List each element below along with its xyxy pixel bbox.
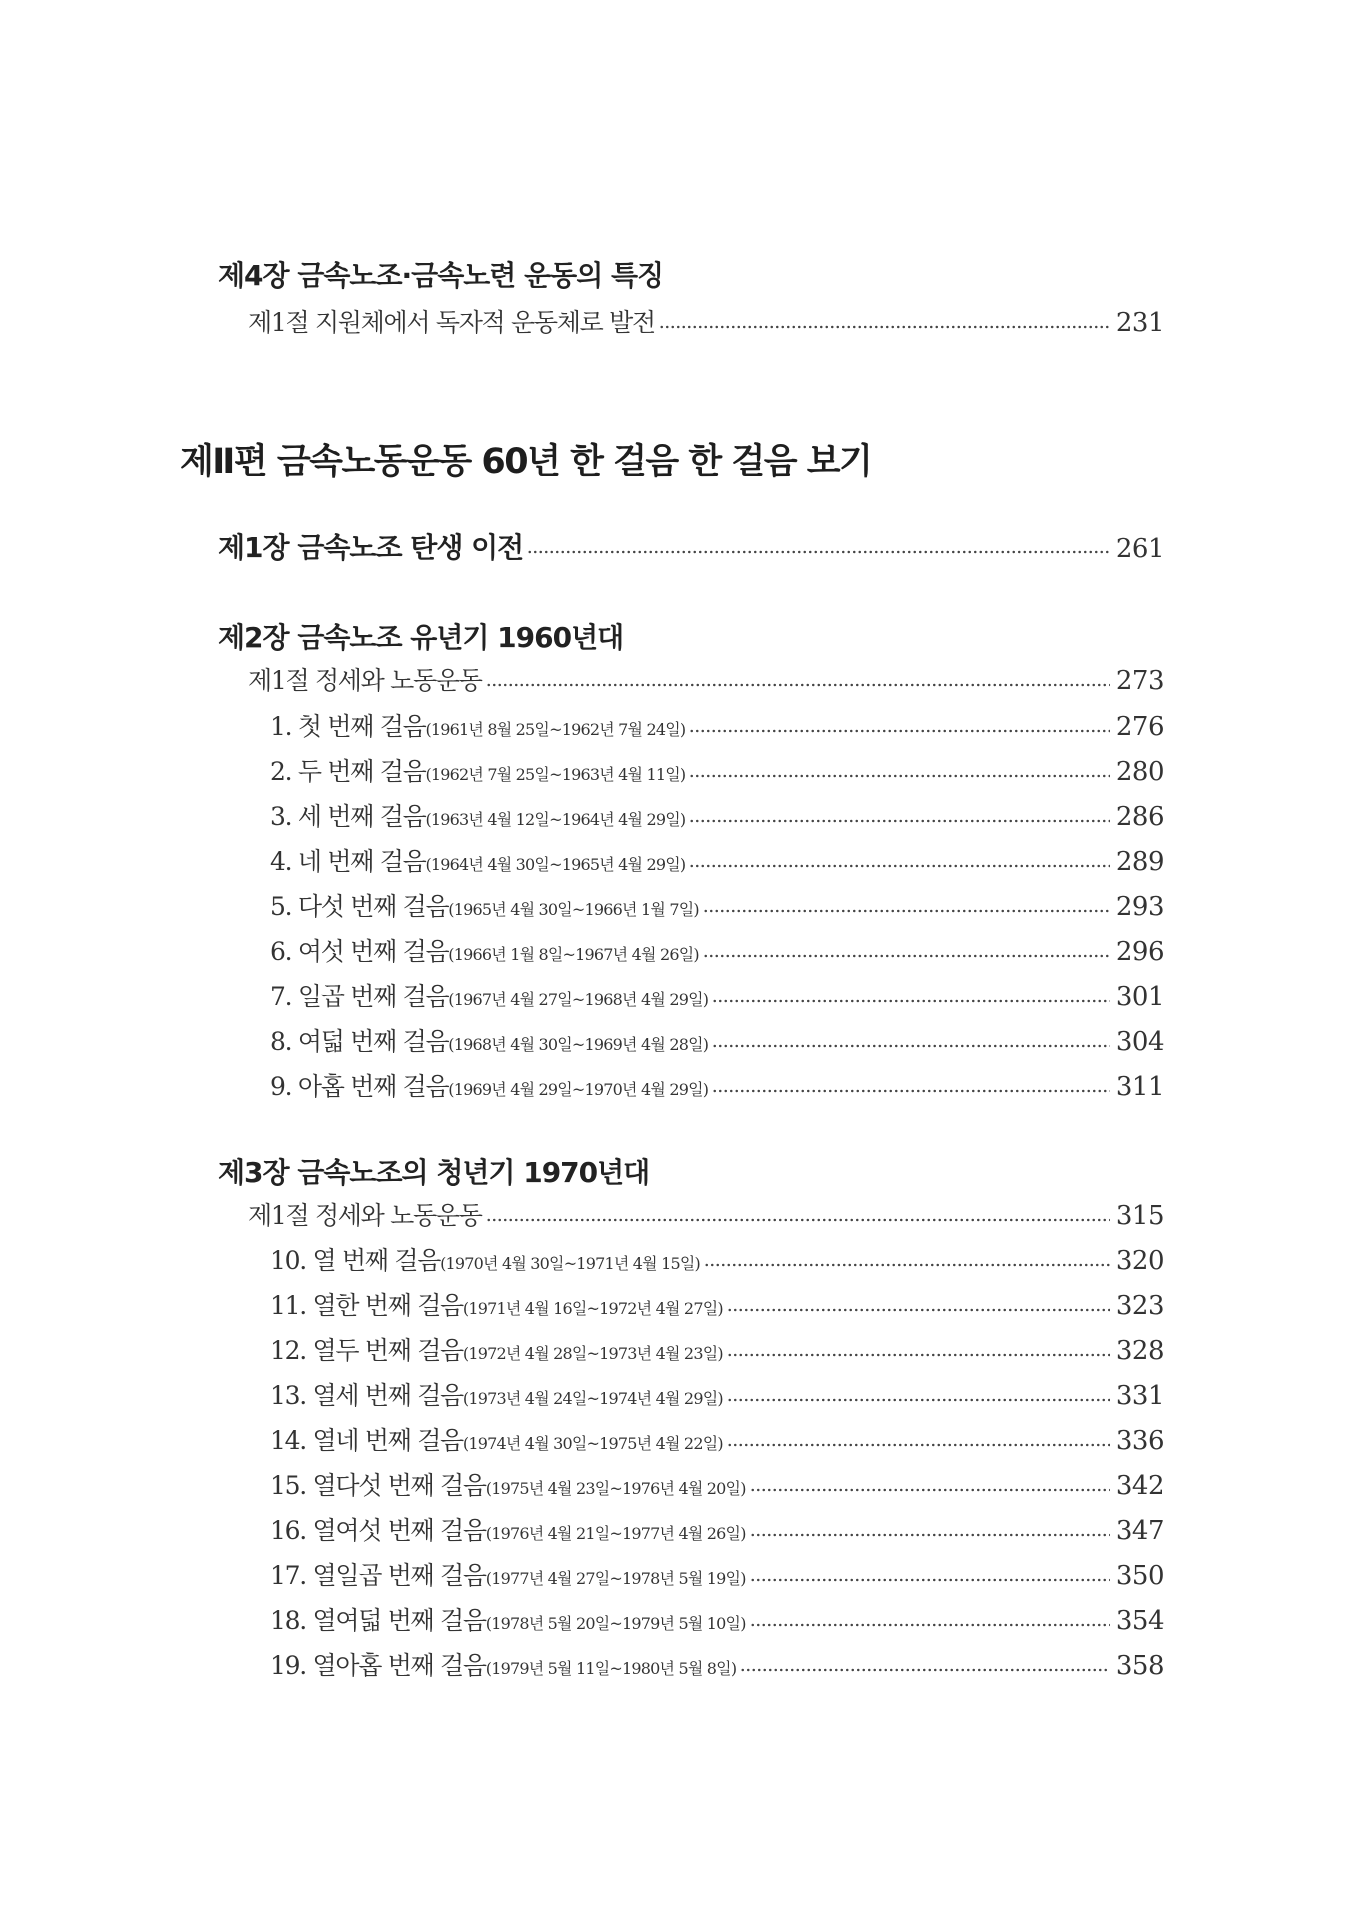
entry-dates: (1970년 4월 30일~1971년 4월 15일) (440, 1254, 700, 1273)
entry-label: 제1절 정세와 노동운동 (248, 1201, 482, 1230)
entry-dates: (1975년 4월 23일~1976년 4월 20일) (485, 1479, 746, 1498)
toc-item[interactable] (270, 1511, 1164, 1551)
toc-item[interactable] (270, 1466, 1164, 1506)
entry-label: 3. 세 번째 걸음 (270, 802, 426, 831)
entry-label: 17. 열일곱 번째 걸음 (270, 1561, 486, 1590)
toc-item[interactable] (270, 1286, 1164, 1326)
toc-item[interactable] (270, 1331, 1164, 1371)
entry-label: 5. 다섯 번째 걸음 (270, 892, 449, 921)
dot-leader (704, 1260, 1110, 1270)
page-number: 336 (1115, 1426, 1164, 1456)
entry-dates: (1977년 4월 27일~1978년 5월 19일) (485, 1569, 746, 1588)
toc-item[interactable] (270, 842, 1164, 882)
page-number: 328 (1115, 1336, 1164, 1366)
entry-label: 4. 네 번째 걸음 (270, 847, 426, 876)
entry-label: 1. 첫 번째 걸음 (270, 712, 426, 741)
entry-label: 8. 여덟 번째 걸음 (270, 1027, 449, 1056)
entry-label: 2. 두 번째 걸음 (270, 757, 426, 786)
part2-title: 제Ⅱ편 금속노동운동 60년 한 걸음 한 걸음 보기 (180, 442, 872, 482)
entry-dates: (1976년 4월 21일~1977년 4월 26일) (485, 1524, 746, 1543)
page-number: 301 (1115, 982, 1164, 1012)
entry-label: 제1장 금속노조 탄생 이전 (218, 531, 524, 564)
page-number: 320 (1115, 1246, 1164, 1276)
entry-label: 19. 열아홉 번째 걸음 (270, 1651, 486, 1680)
page-number: 293 (1115, 892, 1164, 922)
entry-dates: (1965년 4월 30일~1966년 1월 7일) (448, 900, 699, 919)
chapter3-title: 제3장 금속노조의 청년기 1970년대 (218, 1156, 650, 1189)
entry-label: 제1절 정세와 노동운동 (248, 666, 482, 695)
entry-label: 12. 열두 번째 걸음 (270, 1336, 463, 1365)
toc-item[interactable] (270, 1241, 1164, 1281)
entry-dates: (1973년 4월 24일~1974년 4월 29일) (462, 1389, 723, 1408)
page-number: 286 (1115, 802, 1164, 832)
toc-item[interactable] (270, 1646, 1164, 1686)
page-number: 261 (1115, 534, 1164, 564)
dot-leader (689, 771, 1110, 781)
entry-label: 16. 열여섯 번째 걸음 (270, 1516, 486, 1545)
entry-dates: (1979년 5월 11일~1980년 5월 8일) (485, 1659, 737, 1678)
page-number: 273 (1115, 666, 1164, 696)
dot-leader (727, 1350, 1110, 1360)
dot-leader (727, 1305, 1110, 1315)
toc-item[interactable] (270, 932, 1164, 972)
page-number: 289 (1115, 847, 1164, 877)
dot-leader (712, 996, 1110, 1006)
page-number: 304 (1115, 1027, 1164, 1057)
entry-label: 9. 아홉 번째 걸음 (270, 1072, 449, 1101)
entry-label: 11. 열한 번째 걸음 (270, 1291, 463, 1320)
entry-label: 10. 열 번째 걸음 (270, 1246, 441, 1275)
toc-item[interactable] (270, 977, 1164, 1017)
entry-label: 13. 열세 번째 걸음 (270, 1381, 463, 1410)
toc-item[interactable] (270, 1421, 1164, 1461)
chapter3-section1-entry[interactable] (248, 1196, 1164, 1236)
toc-item[interactable] (270, 1601, 1164, 1641)
page-number: 358 (1115, 1651, 1164, 1681)
dot-leader (750, 1620, 1110, 1630)
dot-leader (689, 861, 1110, 871)
dot-leader (750, 1575, 1110, 1585)
page-number: 311 (1115, 1072, 1164, 1102)
dot-leader (712, 1086, 1110, 1096)
page-number: 331 (1115, 1381, 1164, 1411)
entry-dates: (1969년 4월 29일~1970년 4월 29일) (448, 1080, 709, 1099)
toc-item[interactable] (270, 1376, 1164, 1416)
entry-dates: (1974년 4월 30일~1975년 4월 22일) (462, 1434, 723, 1453)
entry-label: 18. 열여덟 번째 걸음 (270, 1606, 486, 1635)
dot-leader (703, 951, 1110, 961)
page-number: 280 (1115, 757, 1164, 787)
page-number: 323 (1115, 1291, 1164, 1321)
entry-dates: (1962년 7월 25일~1963년 4월 11일) (425, 765, 686, 784)
dot-leader (689, 726, 1110, 736)
dot-leader (712, 1041, 1110, 1051)
toc-item[interactable] (270, 1556, 1164, 1596)
entry-label: 14. 열네 번째 걸음 (270, 1426, 463, 1455)
toc-item[interactable] (270, 752, 1164, 792)
entry-label: 6. 여섯 번째 걸음 (270, 937, 449, 966)
dot-leader (486, 1215, 1110, 1225)
entry-dates: (1963년 4월 12일~1964년 4월 29일) (425, 810, 686, 829)
toc-item[interactable] (270, 887, 1164, 927)
page-number: 315 (1115, 1201, 1164, 1231)
toc-item[interactable] (270, 797, 1164, 837)
entry-dates: (1966년 1월 8일~1967년 4월 26일) (448, 945, 699, 964)
dot-leader (727, 1440, 1110, 1450)
toc-item[interactable] (270, 1067, 1164, 1107)
dot-leader (486, 680, 1110, 690)
chapter2-title: 제2장 금속노조 유년기 1960년대 (218, 621, 624, 654)
page-number: 354 (1115, 1606, 1164, 1636)
dot-leader (527, 547, 1110, 557)
chapter1-entry[interactable] (218, 528, 1164, 568)
dot-leader (659, 322, 1110, 332)
entry-dates: (1972년 4월 28일~1973년 4월 23일) (462, 1344, 723, 1363)
dot-leader (689, 816, 1110, 826)
entry-dates: (1971년 4월 16일~1972년 4월 27일) (462, 1299, 723, 1318)
page-number: 276 (1115, 712, 1164, 742)
chapter4-title: 제4장 금속노조·금속노련 운동의 특징 (218, 259, 664, 292)
page-number: 231 (1115, 308, 1164, 338)
toc-item[interactable] (270, 1022, 1164, 1062)
entry-dates: (1968년 4월 30일~1969년 4월 28일) (448, 1035, 709, 1054)
dot-leader (750, 1485, 1110, 1495)
dot-leader (727, 1395, 1110, 1405)
dot-leader (740, 1665, 1110, 1675)
dot-leader (703, 906, 1110, 916)
toc-item[interactable] (270, 707, 1164, 747)
entry-label: 15. 열다섯 번째 걸음 (270, 1471, 486, 1500)
entry-label: 7. 일곱 번째 걸음 (270, 982, 449, 1011)
page-number: 347 (1115, 1516, 1164, 1546)
dot-leader (750, 1530, 1110, 1540)
entry-dates: (1967년 4월 27일~1968년 4월 29일) (448, 990, 709, 1009)
entry-dates: (1964년 4월 30일~1965년 4월 29일) (425, 855, 686, 874)
chapter4-section1-entry[interactable] (248, 303, 1164, 343)
chapter2-section1-entry[interactable] (248, 661, 1164, 701)
entry-label: 제1절 지원체에서 독자적 운동체로 발전 (248, 308, 655, 337)
page-number: 296 (1115, 937, 1164, 967)
page-number: 342 (1115, 1471, 1164, 1501)
entry-dates: (1978년 5월 20일~1979년 5월 10일) (485, 1614, 746, 1633)
entry-dates: (1961년 8월 25일~1962년 7월 24일) (425, 720, 686, 739)
page-number: 350 (1115, 1561, 1164, 1591)
